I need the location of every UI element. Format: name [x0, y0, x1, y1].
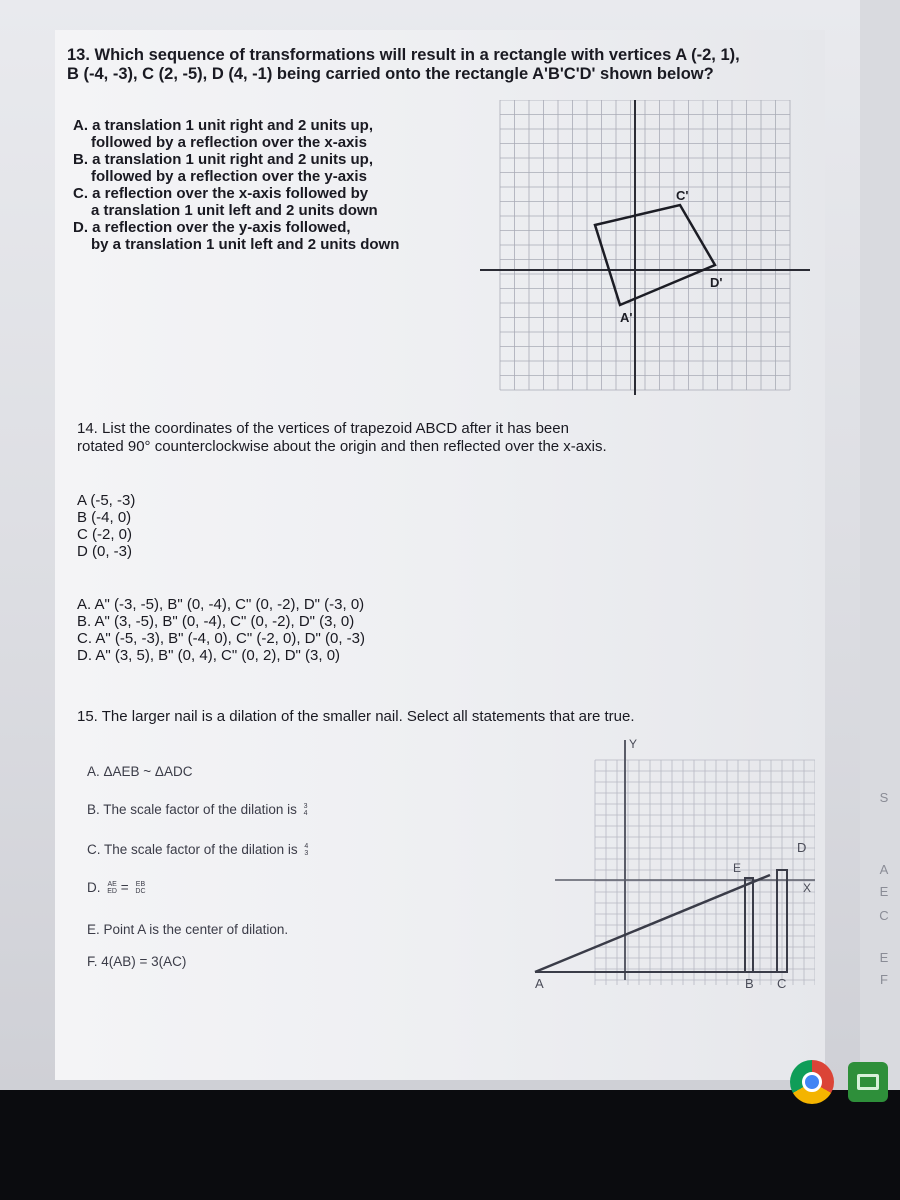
fraction-denominator: DC — [135, 888, 146, 896]
q15-label-a: A — [535, 976, 544, 990]
q13-option-c-cont: a translation 1 unit left and 2 units down — [91, 202, 378, 219]
question-13 — [67, 46, 740, 84]
q15-grid — [595, 760, 815, 985]
question-13-line: B (-4, -3), C (2, -5), D (4, -1) being carried onto the rectangle A'B'C'D' shown below? — [67, 65, 714, 83]
q15-hypotenuse — [535, 875, 770, 972]
q14-option-d[interactable]: D. A" (3, 5), B" (0, 4), C" (0, 2), D" (3, 0) — [77, 647, 341, 664]
q13-rectangle-prime — [595, 205, 715, 305]
q15-option-e[interactable]: E. Point A is the center of dilation. — [87, 922, 289, 937]
fraction-denominator: ED — [107, 888, 117, 896]
question-14-line: rotated 90° counterclockwise about the origin and then reflected over the x-axis. — [77, 438, 607, 455]
q13-option-a[interactable]: A. a translation 1 unit right and 2 units up, — [73, 117, 374, 134]
question-14 — [77, 420, 607, 456]
question-15: 15. The larger nail is a dilation of the smaller nail. Select all statements that are true. — [77, 708, 635, 725]
edge-letter: A — [879, 862, 889, 877]
q15-option-b[interactable] — [87, 802, 308, 817]
q15-option-c-fraction — [304, 843, 308, 857]
q13-grid — [500, 100, 790, 390]
q14-option-a[interactable]: A. A" (-3, -5), B" (0, -4), C" (0, -2), D" (-3, 0) — [77, 596, 365, 613]
q15-option-c-text: C. The scale factor of the dilation is — [87, 842, 298, 857]
q15-option-b-fraction — [304, 803, 308, 817]
q14-vertex: D (0, -3) — [77, 543, 133, 560]
q15-label-c: C — [777, 976, 787, 990]
worksheet-page — [55, 30, 825, 1080]
q15-nail-graph — [515, 720, 815, 990]
q15-option-d-fraction-right — [135, 881, 145, 895]
fraction-denominator: 4 — [303, 810, 308, 818]
q15-label-y: Y — [629, 737, 638, 751]
q14-vertex: A (-5, -3) — [77, 492, 136, 509]
taskbar — [0, 1090, 900, 1200]
q13-label-a: A' — [620, 310, 633, 325]
q13-option-d-cont: by a translation 1 unit left and 2 units down — [91, 236, 400, 253]
app-icon[interactable] — [848, 1062, 888, 1102]
edge-letter: F — [880, 972, 888, 987]
q15-label-e: E — [733, 861, 742, 875]
q13-option-d[interactable]: D. a reflection over the y-axis followed, — [73, 219, 351, 236]
q15-option-d-text: D. — [87, 880, 101, 895]
edge-letter: S — [879, 790, 889, 805]
q14-vertex: B (-4, 0) — [77, 509, 132, 526]
q15-label-b: B — [745, 976, 754, 990]
edge-letter: C — [879, 908, 889, 923]
q13-coordinate-graph — [480, 100, 810, 395]
question-13-options — [73, 117, 443, 253]
q14-vertex: C (-2, 0) — [77, 526, 133, 543]
q15-option-d-fraction-left — [107, 881, 117, 895]
fraction-numerator: 4 — [304, 843, 309, 851]
edge-letter: E — [879, 950, 889, 965]
equals-sign: = — [120, 880, 133, 895]
question-14-line: 14. List the coordinates of the vertices of trapezoid ABCD after it has been — [77, 420, 569, 437]
q15-option-d[interactable] — [87, 880, 146, 895]
fraction-numerator: EB — [135, 881, 146, 889]
q13-option-c[interactable]: C. a reflection over the x-axis followed by — [73, 185, 369, 202]
question-13-line: 13. Which sequence of transformations will result in a rectangle with vertices A (-2, 1), — [67, 46, 740, 64]
q15-option-c[interactable] — [87, 842, 308, 857]
next-page-edge — [860, 0, 900, 1090]
q15-option-b-text: B. The scale factor of the dilation is — [87, 802, 297, 817]
fraction-numerator: 3 — [303, 803, 308, 811]
q15-option-a[interactable]: A. ΔAEB ~ ΔADC — [87, 764, 193, 779]
q13-label-c: C' — [676, 188, 689, 203]
question-14-options — [77, 596, 365, 664]
q13-option-a-cont: followed by a reflection over the x-axis — [91, 134, 367, 151]
q15-label-x: X — [803, 881, 812, 895]
q14-option-c[interactable]: C. A" (-5, -3), B" (-4, 0), C" (-2, 0), D" (0, -3) — [77, 630, 366, 647]
q14-option-b[interactable]: B. A" (3, -5), B" (0, -4), C" (0, -2), D" (3, 0) — [77, 613, 355, 630]
q14-vertices — [77, 492, 135, 560]
q13-option-b-cont: followed by a reflection over the y-axis — [91, 168, 367, 185]
chrome-icon[interactable] — [790, 1060, 834, 1104]
fraction-denominator: 3 — [304, 850, 309, 858]
edge-letter: E — [879, 884, 889, 899]
q13-option-b[interactable]: B. a translation 1 unit right and 2 units up, — [73, 151, 374, 168]
q15-option-f[interactable]: F. 4(AB) = 3(AC) — [87, 954, 187, 969]
q13-label-d: D' — [710, 275, 723, 290]
fraction-numerator: AE — [107, 881, 117, 889]
q15-label-d: D — [797, 840, 807, 855]
